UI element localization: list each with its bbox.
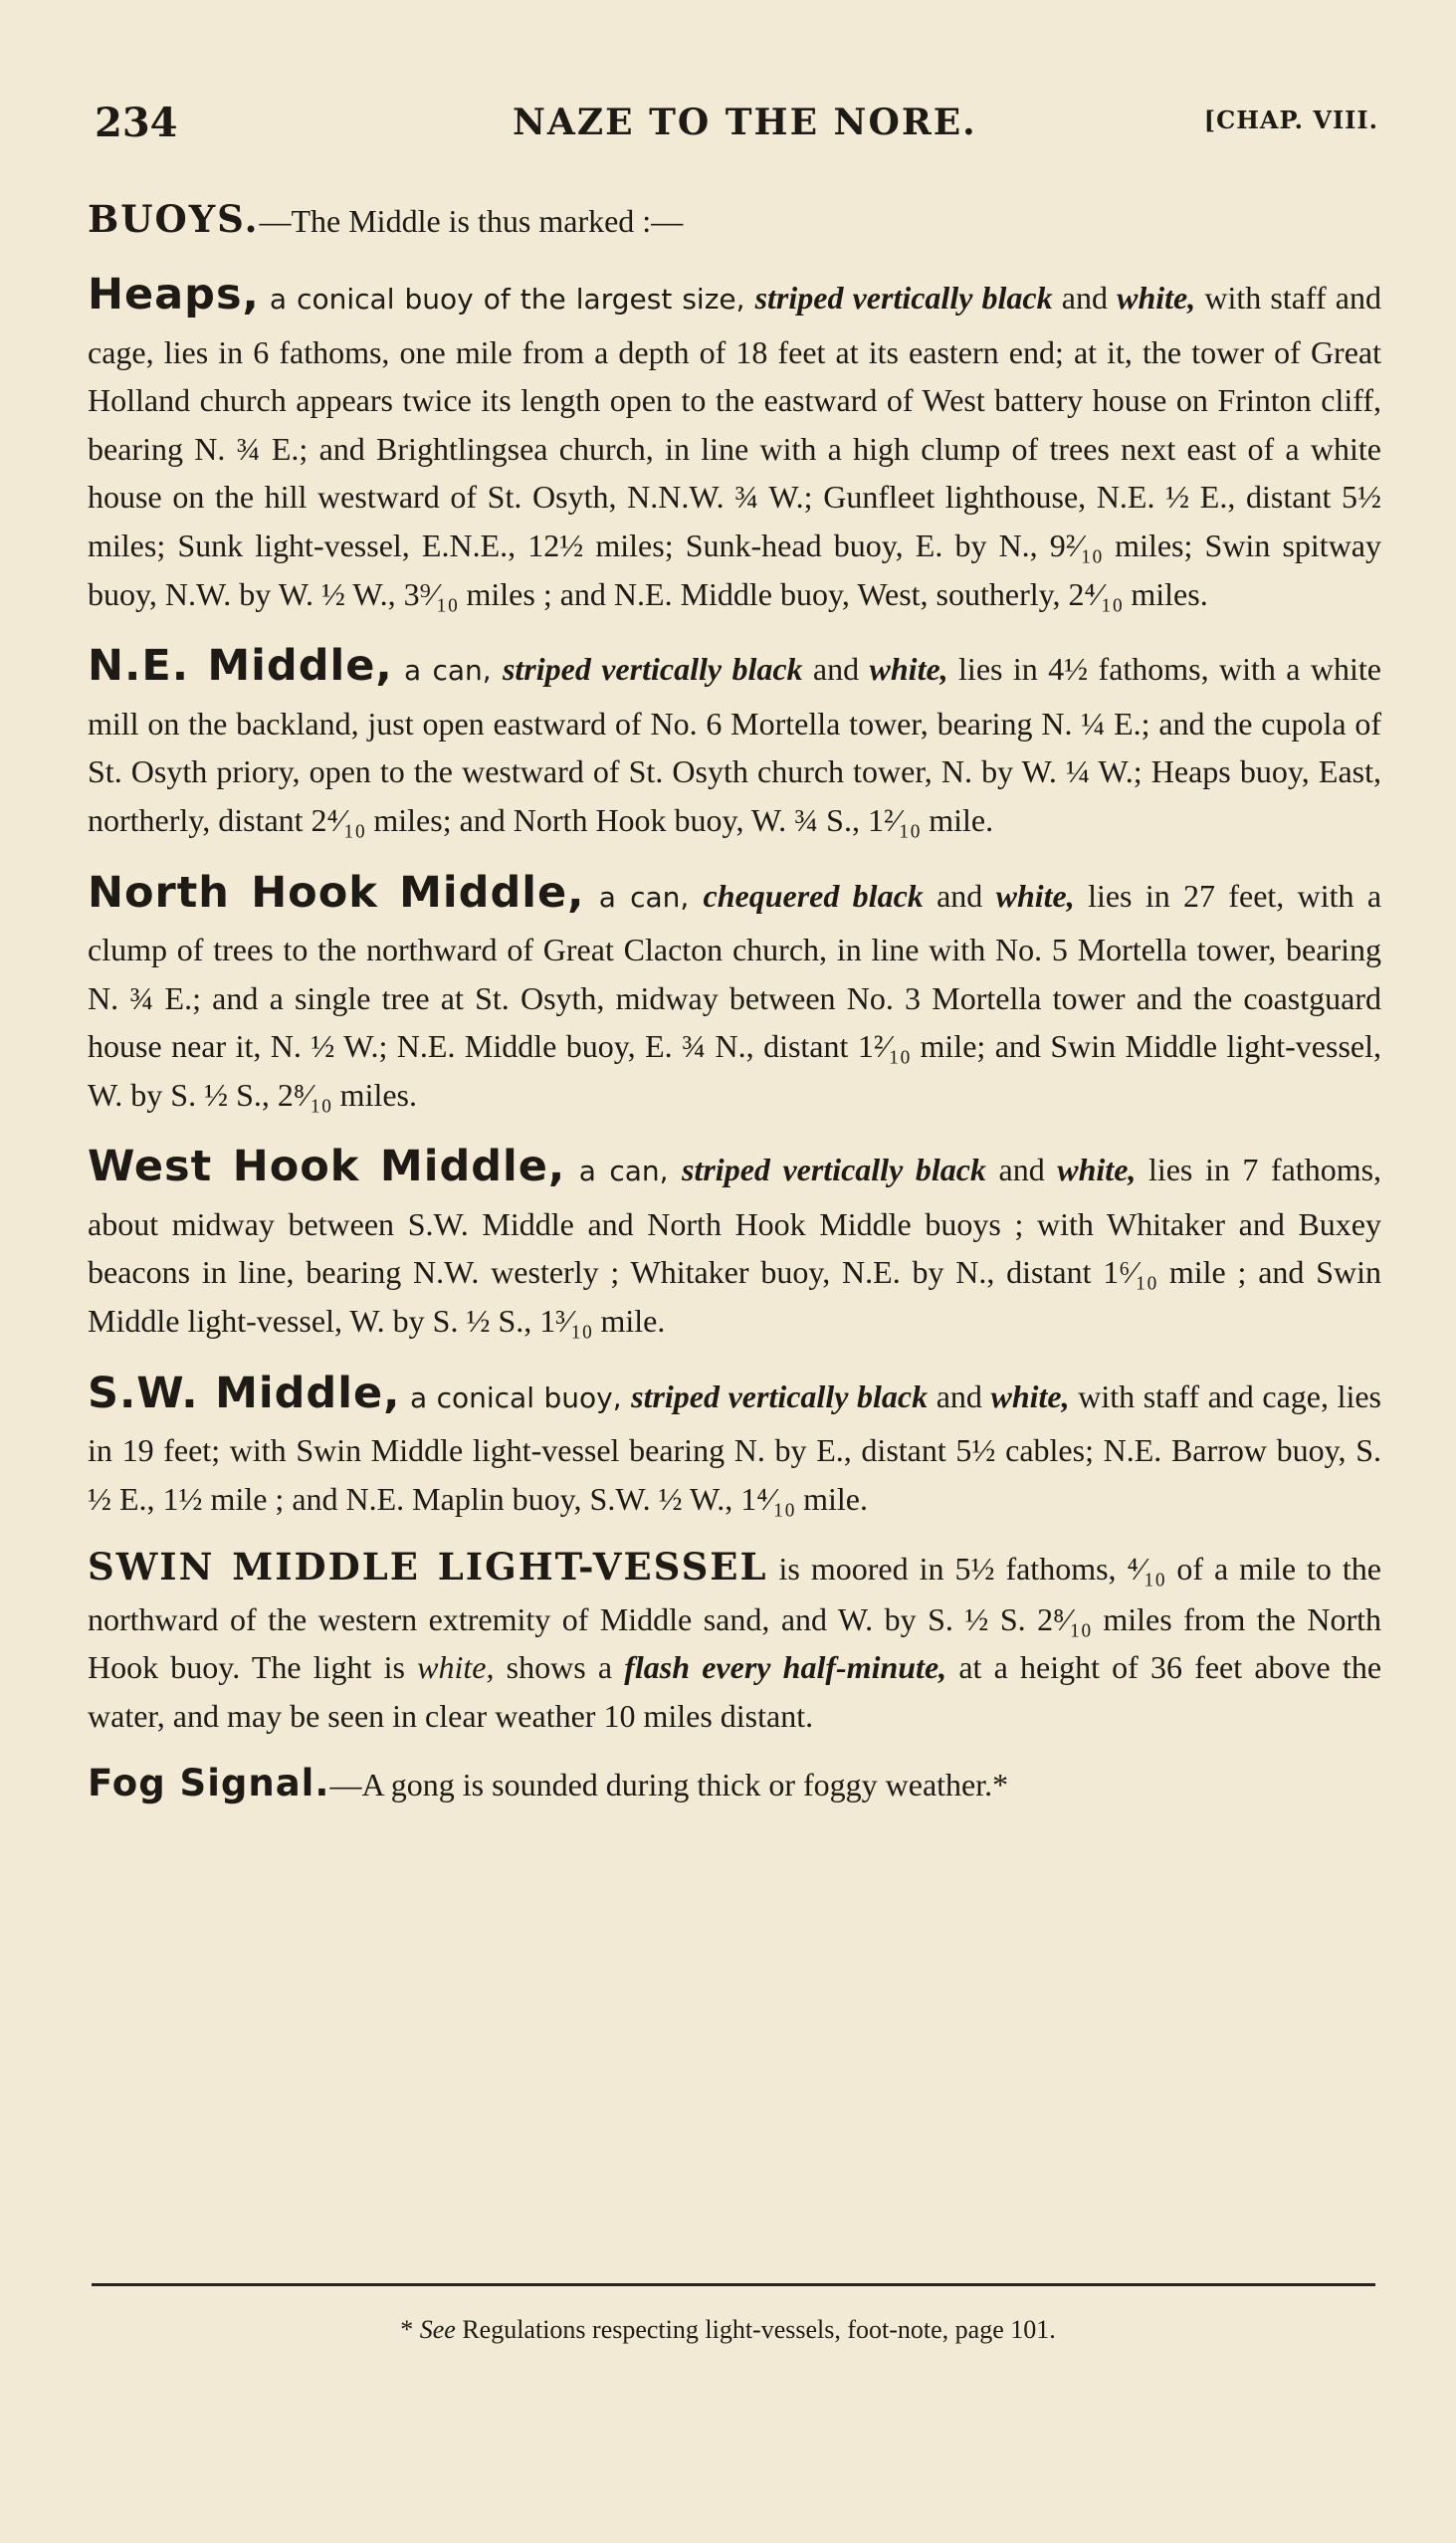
heaps-paragraph: Heaps, a conical buoy of the largest size, striped vertically black and white, with staff and cage, lies in 6 fathoms, one mile from a depth of 18 feet at its eastern end; at it, the tower of Great Holland church appears twice its length open to the eastward of West battery house on Frinton cliff, bearing N. ¾ E.; and Brightlingsea church, in line with a high clump of trees next east of a white house on the hill westward of St. Osyth, N.N.W. ¾ W.; Gunfleet lighthouse, N.E. ½ E., distant 5½ miles; Sunk light-vessel, E.N.E., 12½ miles; Sunk-head buoy, E. by N., 9²⁄₁₀ miles; Swin spitway buoy, N.W. by W. ½ W., 3⁹⁄₁₀ miles ; and N.E. Middle buoy, West, southerly, 2⁴⁄₁₀ miles. — [88, 270, 1382, 612]
buoys-heading: BUOYS. — [88, 197, 260, 241]
chapter-label: [CHAP. VIII. — [1203, 106, 1378, 134]
swin-paragraph: SWIN MIDDLE LIGHT-VESSEL is moored in 5½ fathoms, ⁴⁄₁₀ of a mile to the northward of the western extremity of Middle sand, and W. by S. ½ S. 2⁸⁄₁₀ miles from the North Hook buoy. The light is white, shows a flash every half-minute, at a height of 36 feet above the water, and may be seen in clear weather 10 miles distant. — [88, 1545, 1382, 1734]
swin-heading: SWIN MIDDLE LIGHT-VESSEL — [88, 1545, 768, 1589]
footnote: * See Regulations respecting light-vessels, foot-note, page 101. — [400, 2315, 1056, 2344]
running-title: NAZE TO THE NORE. — [513, 102, 977, 143]
ne-middle-heading: N.E. Middle, — [88, 641, 393, 692]
page-header — [95, 100, 1378, 159]
intro-paragraph — [88, 191, 1381, 247]
west-hook-paragraph: West Hook Middle, a can, striped vertically black and white, lies in 7 fathoms, about midway between S.W. Middle and North Hook Middle buoys ; with Whitaker and Buxey beacons in line, bearing N.W. westerly ; Whitaker buoy, N.E. by N., distant 1⁶⁄₁₀ mile ; and Swin Middle light-vessel, W. by S. ½ S., 1³⁄₁₀ mile. — [88, 1142, 1382, 1340]
fog-paragraph — [88, 1756, 1381, 1811]
sw-middle-paragraph: S.W. Middle, a conical buoy, striped vertically black and white, with staff and cage, lies in 19 feet; with Swin Middle light-vessel bearing N. by E., distant 5½ cables; N.E. Barrow buoy, S. ½ E., 1½ mile ; and N.E. Maplin buoy, S.W. ½ W., 1⁴⁄₁₀ mile. — [88, 1368, 1382, 1517]
north-hook-heading: North Hook Middle, — [88, 867, 585, 918]
fog-heading: Fog Signal. — [88, 1762, 330, 1805]
heaps-heading: Heaps, — [88, 270, 260, 320]
body-text — [88, 191, 1381, 1812]
intro-text: —The Middle is thus marked :— — [259, 203, 684, 239]
west-hook-heading: West Hook Middle, — [88, 1142, 566, 1192]
north-hook-paragraph: North Hook Middle, a can, chequered black and white, lies in 27 feet, with a clump of trees to the northward of Great Clacton church, in line with No. 5 Mortella tower, bearing N. ¾ E.; and a single tree at St. Osyth, midway between No. 3 Mortella tower and the coastguard house near it, N. ½ W.; N.E. Middle buoy, E. ¾ N., distant 1²⁄₁₀ mile; and Swin Middle light-vessel, W. by S. ½ S., 2⁸⁄₁₀ miles. — [88, 867, 1382, 1113]
page-number: 234 — [95, 100, 178, 146]
footnote-rule — [92, 2283, 1375, 2286]
ne-middle-paragraph: N.E. Middle, a can, striped vertically black and white, lies in 4½ fathoms, with a white mill on the backland, just open eastward of No. 6 Mortella tower, bearing N. ¼ E.; and the cupola of St. Osyth priory, open to the westward of St. Osyth church tower, N. by W. ¼ W.; Heaps buoy, East, northerly, distant 2⁴⁄₁₀ miles; and North Hook buoy, W. ¾ S., 1²⁄₁₀ mile. — [88, 641, 1381, 838]
fog-text: —A gong is sounded during thick or foggy weather.* — [329, 1767, 1009, 1803]
sw-middle-heading: S.W. Middle, — [88, 1368, 401, 1418]
